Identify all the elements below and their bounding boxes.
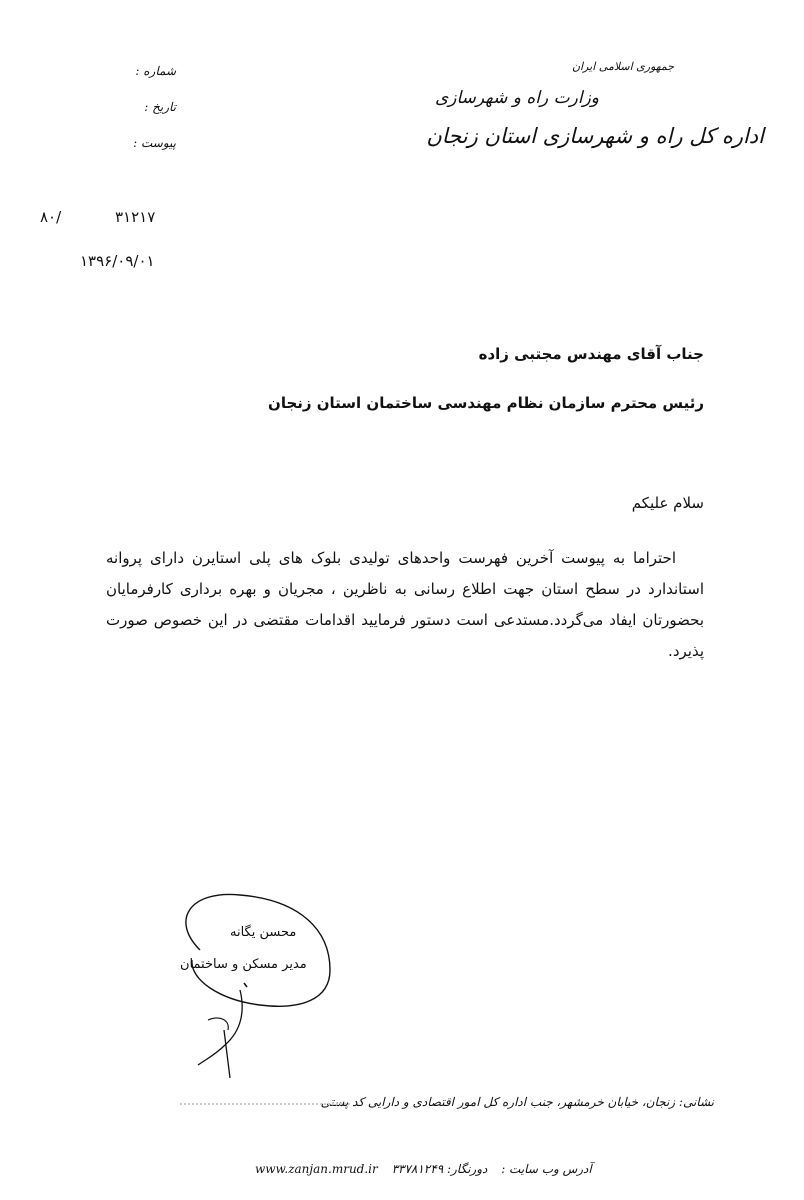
date-label: تاریخ : <box>144 100 176 114</box>
signer-name: محسن یگانه <box>230 925 297 940</box>
footer-dotted-line <box>180 1103 350 1105</box>
ministry-title: وزارت راه و شهرسازی <box>434 88 599 108</box>
reference-number: ۳۱۲۱۷ <box>115 208 156 226</box>
attachment-label: پیوست : <box>133 136 176 150</box>
fax-number: دورنگار: ۳۳۷۸۱۲۴۹ <box>391 1162 488 1176</box>
republic-title: جمهوری اسلامی ایران <box>571 60 674 73</box>
letter-body: احتراما به پیوست آخرین فهرست واحدهای تولیدی بلوک های پلی استایرن دارای پروانه استاندارد در سطح استان جهت اطلاع رسانی به ناظرین ، مجریان و بهره برداری کارفرمایان بحضورتان ایفاد می‌گردد.مستدعی است دستور فرمایید اقدامات مقتضی در این خصوص صورت پذیرد. <box>106 549 704 660</box>
addressee-name: جناب آقای مهندس مجتبی زاده <box>478 345 704 363</box>
number-label: شماره : <box>135 64 176 78</box>
greeting: سلام علیکم <box>631 494 704 512</box>
website-url: www.zanjan.mrud.ir <box>255 1162 378 1176</box>
reference-date: ۱۳۹۶/۰۹/۰۱ <box>80 252 155 270</box>
department-title: اداره کل راه و شهرسازی استان زنجان <box>426 124 764 148</box>
footer-address: نشانی: زنجان، خیابان خرمشهر، جنب اداره کل امور اقتصادی و دارایی کد پستی <box>320 1095 714 1109</box>
addressee-title: رئیس محترم سازمان نظام مهندسی ساختمان استان زنجان <box>268 394 704 412</box>
signer-title: مدیر مسکن و ساختمان <box>180 957 307 972</box>
signature-scribble-icon <box>130 880 340 1080</box>
reference-suffix: ۸۰/ <box>40 208 62 226</box>
footer-contact <box>255 1162 602 1176</box>
website-label: آدرس وب سایت : <box>501 1162 592 1176</box>
